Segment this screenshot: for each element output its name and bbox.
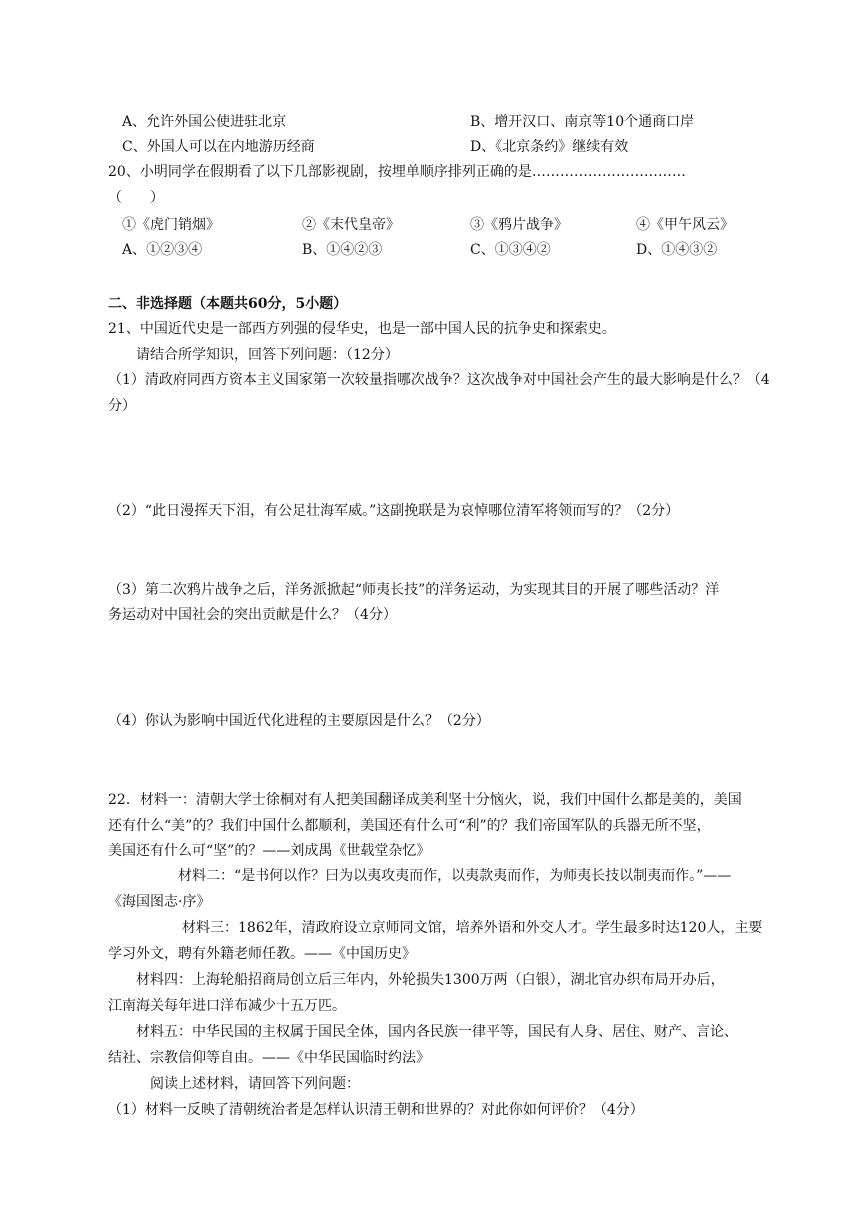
- q21-part4: （4）你认为影响中国近代化进程的主要原因是什么？（2分）: [108, 713, 490, 729]
- q20-stem: 20、小明同学在假期看了以下几部影视剧，按埋单顺序排列正确的是……………………………: [108, 164, 686, 180]
- q22-material5-line1: 材料五：中华民国的主权属于国民全体，国内各民族一律平等，国民有人身、居住、财产、言论、: [136, 1024, 738, 1040]
- q22-instruction: 阅读上述材料，请回答下列问题：: [150, 1076, 360, 1092]
- section-heading: 二、非选择题（本题共60分，5小题）: [108, 296, 348, 312]
- q19-option-a: A、允许外国公使进驻北京: [122, 114, 287, 130]
- q20-option-b: B、①④②③: [302, 242, 383, 258]
- q20-option-a: A、①②③④: [122, 242, 203, 258]
- q22-part1: （1）材料一反映了清朝统治者是怎样认识清王朝和世界的？对此你如何评价？（4分）: [108, 1102, 644, 1118]
- q21-part3-line1: （3）第二次鸦片战争之后，洋务派掀起“师夷长技”的洋务运动，为实现其目的开展了哪些活动？洋: [108, 582, 720, 598]
- q19-option-c: C、外国人可以在内地游历经商: [122, 139, 315, 155]
- q22-material2-line1: 材料二：“是书何以作？曰为以夷攻夷而作，以夷款夷而作，为师夷长技以制夷而作。”——: [178, 868, 732, 884]
- q20-answer-paren: （ ）: [108, 190, 164, 206]
- q20-film-4: ④《甲午风云》: [636, 217, 734, 233]
- q21-part3-line2: 务运动对中国社会的突出贡献是什么？（4分）: [108, 607, 397, 623]
- q21-part1-line2: 分）: [108, 398, 136, 414]
- q22-material4-line2: 江南海关每年进口洋布减少十五万匹。: [108, 998, 346, 1014]
- q20-film-2: ②《末代皇帝》: [302, 217, 400, 233]
- q22-material1-line1: 22．材料一：清朝大学士徐桐对有人把美国翻译成美利坚十分恼火，说，我们中国什么都是美的，美国: [108, 792, 742, 808]
- q22-material5-line2: 结社、宗教信仰等自由。——《中华民国临时约法》: [108, 1050, 430, 1066]
- q20-option-c: C、①③④②: [470, 242, 551, 258]
- q20-option-d: D、①④③②: [636, 242, 718, 258]
- q21-part2: （2）“此日漫挥天下泪，有公足壮海军威。”这副挽联是为哀悼哪位清军将领而写的？（2分）: [108, 503, 680, 519]
- q22-material1-line3: 美国还有什么可“坚”的？——刘成禺《世载堂杂忆》: [108, 843, 431, 859]
- q21-part1-line1: （1）清政府同西方资本主义国家第一次较量指哪次战争？这次战争对中国社会产生的最大影响是什么？（4: [108, 372, 770, 388]
- q22-material3-line2: 学习外文，聘有外籍老师任教。——《中国历史》: [108, 946, 416, 962]
- q19-option-d: D、《北京条约》继续有效: [470, 139, 629, 155]
- q21-instruction: 请结合所学知识，回答下列问题：（12分）: [136, 347, 399, 363]
- q22-material2-line2: 《海国图志·序》: [108, 894, 211, 910]
- q22-material4-line1: 材料四：上海轮船招商局创立后三年内，外轮损失1300万两（白银），湖北官办织布局开办后，: [136, 972, 725, 988]
- q22-material1-line2: 还有什么“美”的？我们中国什么都顺利，美国还有什么可“利”的？我们帝国军队的兵器无所不坚，: [108, 818, 711, 834]
- q21-stem: 21、中国近代史是一部西方列强的侵华史，也是一部中国人民的抗争史和探索史。: [108, 321, 616, 337]
- q19-option-b: B、增开汉口、南京等10个通商口岸: [470, 114, 695, 130]
- q20-film-3: ③《鸦片战争》: [470, 217, 568, 233]
- q20-film-1: ①《虎门销烟》: [122, 217, 220, 233]
- q22-material3-line1: 材料三：1862年，清政府设立京师同文馆，培养外语和外交人才。学生最多时达120人，主要: [182, 920, 763, 936]
